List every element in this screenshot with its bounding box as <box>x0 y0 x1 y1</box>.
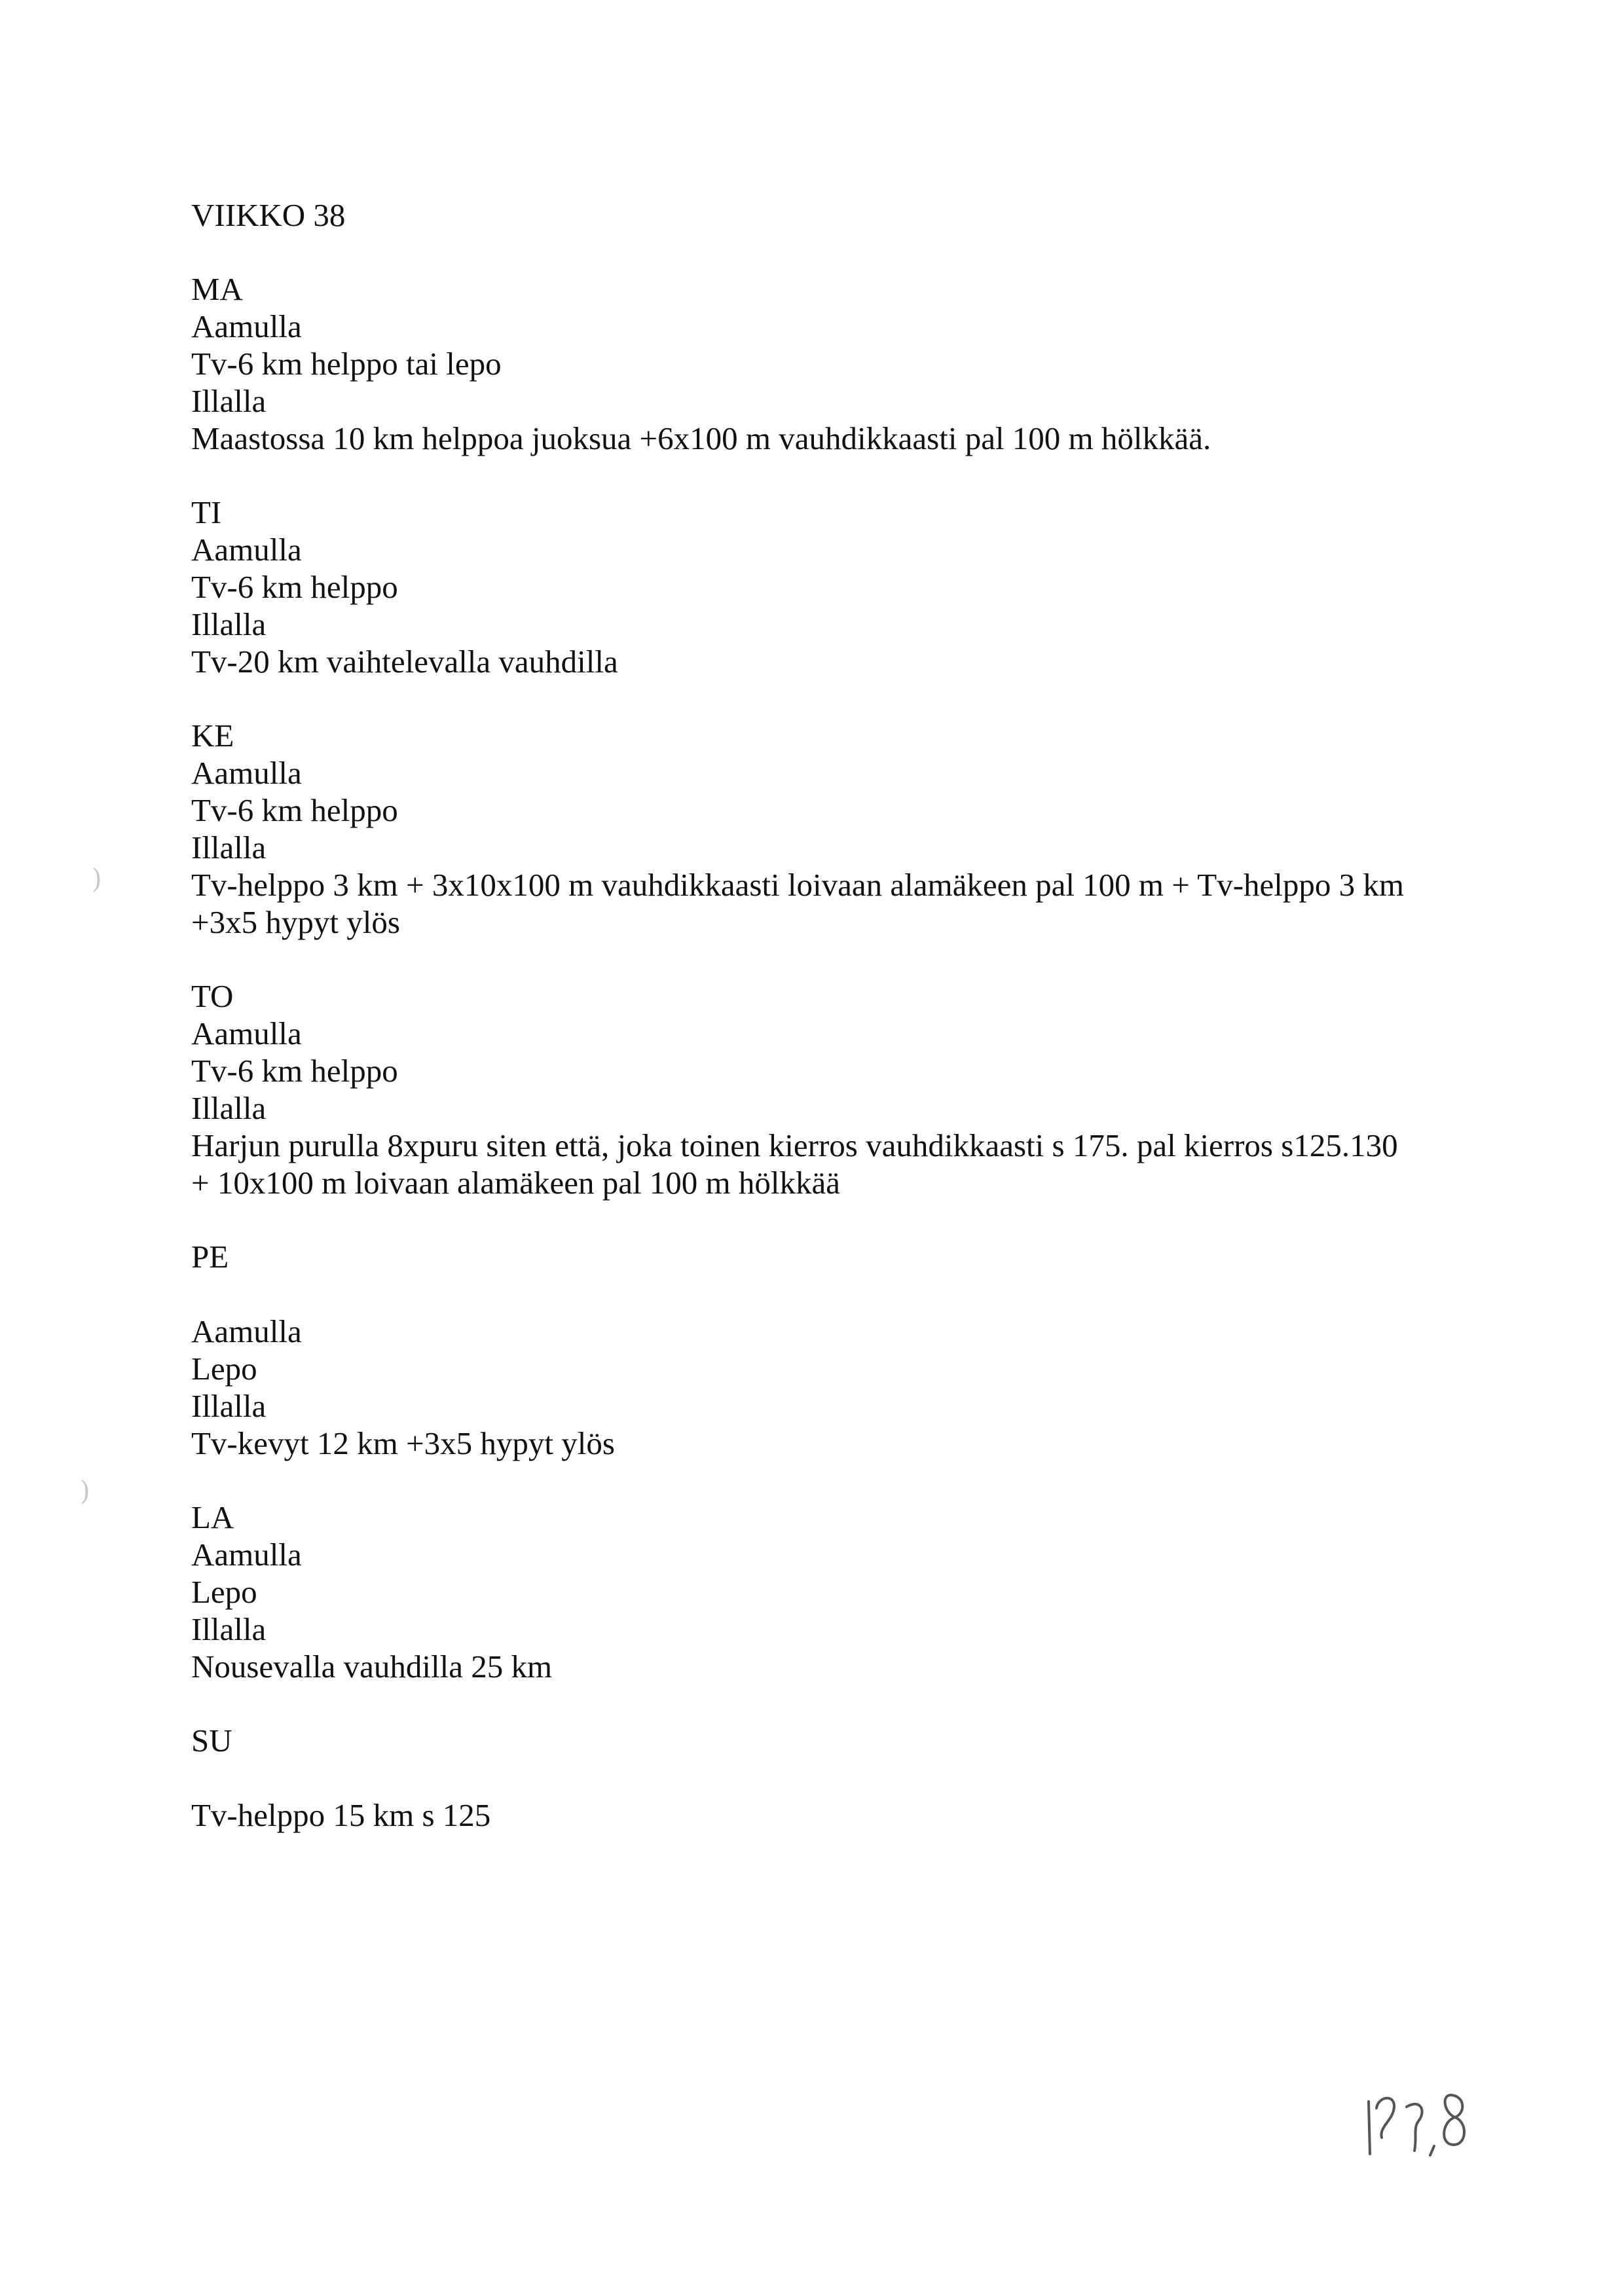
plan-line: Lepo <box>191 1574 257 1610</box>
day-section-ke <box>191 717 1475 941</box>
day-heading: KE <box>191 718 234 754</box>
plan-line: Maastossa 10 km helppoa juoksua +6x100 m vauhdikkaasti pal 100 m hölkkää. <box>191 420 1211 456</box>
plan-line: Aamulla <box>191 1313 302 1349</box>
plan-line: Aamulla <box>191 755 302 791</box>
plan-line: Nousevalla vauhdilla 25 km <box>191 1649 553 1685</box>
plan-line: Tv-6 km helppo <box>191 569 398 605</box>
scan-mark: ) <box>92 864 102 894</box>
plan-line: Tv-kevyt 12 km +3x5 hypyt ylös <box>191 1425 615 1461</box>
plan-line: Lepo <box>191 1351 257 1387</box>
plan-line: Illalla <box>191 1090 267 1126</box>
plan-line: Illalla <box>191 829 267 866</box>
day-heading: LA <box>191 1499 234 1535</box>
day-section-su <box>191 1722 1475 1834</box>
day-heading: TO <box>191 978 234 1014</box>
plan-line: Harjun purulla 8xpuru siten että, joka toinen kierros vauhdikkaasti s 175. pal kierros s125.130 <box>191 1127 1398 1163</box>
plan-line: +3x5 hypyt ylös <box>191 904 400 940</box>
plan-line: Aamulla <box>191 532 302 568</box>
plan-line: Tv-6 km helppo <box>191 1053 398 1089</box>
blank-line <box>191 1275 1475 1313</box>
plan-line: Tv-6 km helppo <box>191 792 398 828</box>
day-heading: SU <box>191 1722 232 1758</box>
scan-mark: ) <box>80 1476 90 1506</box>
plan-line: + 10x100 m loivaan alamäkeen pal 100 m hölkkää <box>191 1165 841 1201</box>
blank-line <box>191 1759 1475 1796</box>
day-heading: PE <box>191 1239 229 1275</box>
handwritten-page-number <box>1362 2082 1480 2160</box>
plan-line: Tv-20 km vaihtelevalla vauhdilla <box>191 644 618 680</box>
day-section-la <box>191 1499 1475 1685</box>
plan-line: Aamulla <box>191 1015 302 1051</box>
plan-line: Tv-helppo 15 km s 125 <box>191 1797 491 1833</box>
day-section-ti <box>191 494 1475 680</box>
day-section-pe <box>191 1238 1475 1462</box>
plan-line: Tv-6 km helppo tai lepo <box>191 346 502 382</box>
week-title: VIIKKO 38 <box>191 197 346 233</box>
plan-line: Tv-helppo 3 km + 3x10x100 m vauhdikkaasti loivaan alamäkeen pal 100 m + Tv-helppo 3 km <box>191 867 1405 903</box>
day-heading: TI <box>191 494 222 530</box>
plan-line: Aamulla <box>191 1537 302 1573</box>
plan-line: Illalla <box>191 383 267 419</box>
plan-line: Illalla <box>191 606 267 642</box>
day-section-ma <box>191 270 1475 457</box>
plan-line: Illalla <box>191 1388 267 1424</box>
day-heading: MA <box>191 271 243 307</box>
plan-line: Illalla <box>191 1611 267 1647</box>
day-section-to <box>191 977 1475 1201</box>
plan-line: Aamulla <box>191 308 302 344</box>
training-plan <box>191 196 1475 1870</box>
